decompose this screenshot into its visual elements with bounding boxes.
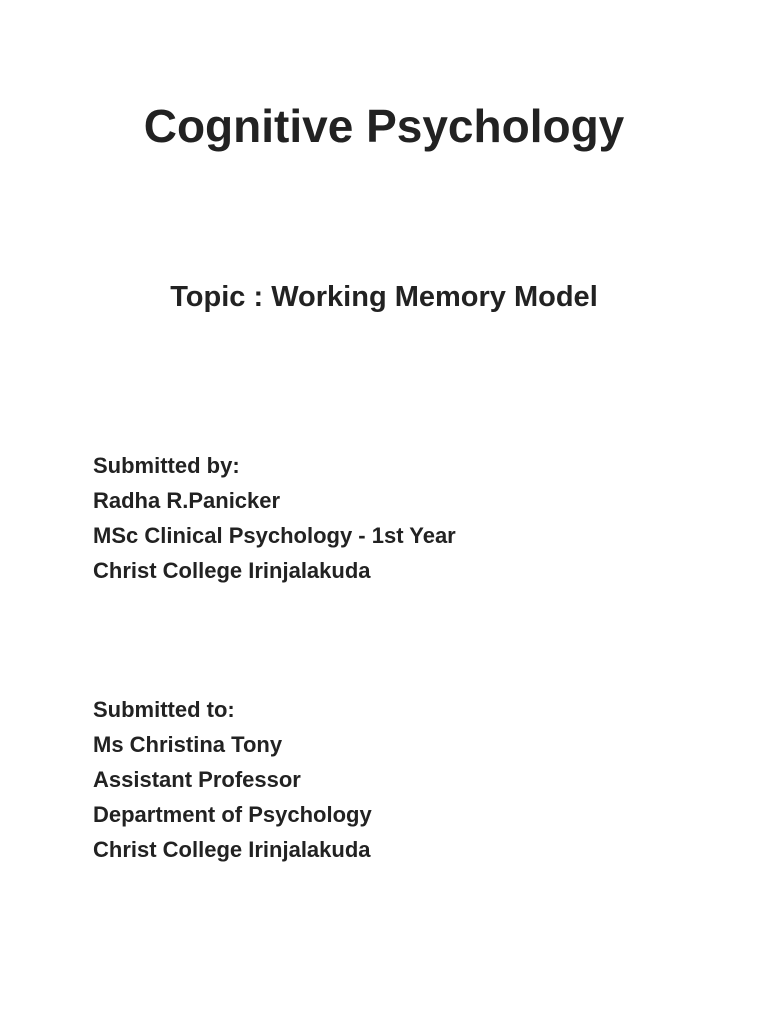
submitted-by-heading: Submitted by: (93, 453, 240, 478)
submitted-to-section (93, 692, 713, 867)
topic-heading: Topic : Working Memory Model (170, 281, 598, 313)
submitted-to-heading: Submitted to: (93, 697, 235, 722)
teacher-designation: Assistant Professor (93, 767, 301, 792)
student-name: Radha R.Panicker (93, 488, 281, 513)
teacher-department: Department of Psychology (93, 802, 372, 827)
student-institution: Christ College Irinjalakuda (93, 558, 371, 583)
page-title: Cognitive Psychology (143, 100, 625, 152)
teacher-name: Ms Christina Tony (93, 732, 283, 757)
teacher-institution: Christ College Irinjalakuda (93, 837, 371, 862)
student-course: MSc Clinical Psychology - 1st Year (93, 523, 456, 548)
submitted-by-section (93, 448, 713, 588)
